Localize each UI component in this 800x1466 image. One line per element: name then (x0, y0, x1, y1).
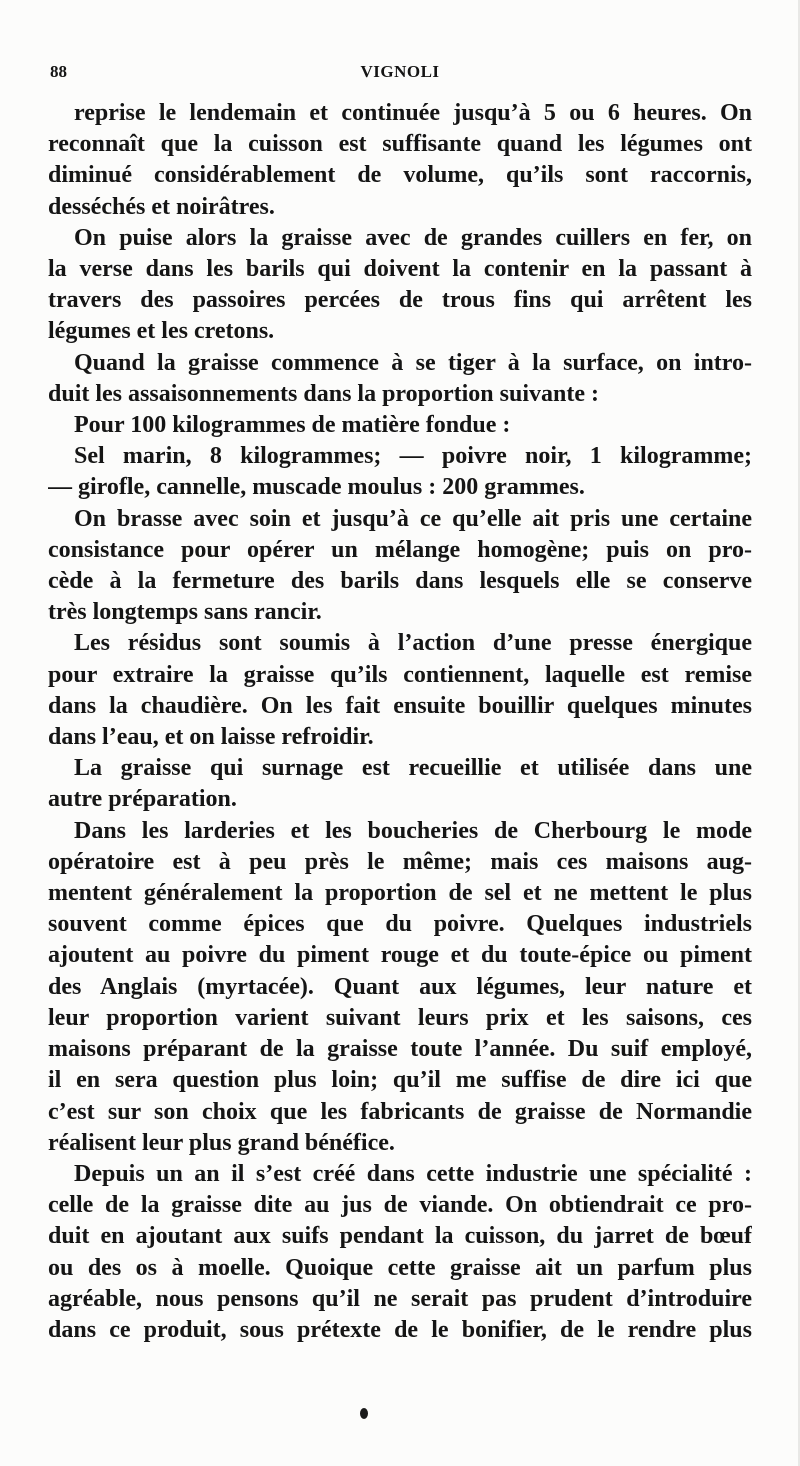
text-line: maisons préparant de la graisse toute l’année. Du suif employé, (48, 1036, 752, 1063)
text-line: leur proportion varient suivant leurs prix et les saisons, ces (48, 1004, 752, 1031)
text-line: Dans les larderies et les boucheries de Cherbourg le mode (74, 817, 752, 844)
text-line: mentent généralement la proportion de sel et ne mettent le plus (48, 880, 752, 907)
text-line: — girofle, cannelle, muscade moulus : 200 grammes. (48, 474, 585, 501)
text-line: dans ce produit, sous prétexte de le bonifier, de le rendre plus (48, 1316, 752, 1343)
text-line: consistance pour opérer un mélange homogène; puis on pro- (48, 536, 752, 563)
running-title: VIGNOLI (360, 62, 440, 81)
paragraph (48, 753, 752, 815)
text-line: duit en ajoutant aux suifs pendant la cuisson, du jarret de bœuf (48, 1223, 752, 1250)
text-line: réalisent leur plus grand bénéfice. (48, 1129, 395, 1156)
text-line: c’est sur son choix que les fabricants de graisse de Normandie (48, 1098, 752, 1125)
text-line: des Anglais (myrtacée). Quant aux légumes, leur nature et (48, 973, 752, 1000)
paragraph (48, 1159, 752, 1346)
page-number: 88 (50, 62, 67, 81)
text-line: La graisse qui surnage est recueillie et utilisée dans une (74, 755, 752, 782)
paragraph (48, 816, 752, 1159)
text-line: travers des passoires percées de trous fins qui arrêtent les (48, 287, 752, 314)
paragraph (48, 223, 752, 348)
text-line: dans la chaudière. On les fait ensuite bouillir quelques minutes (48, 692, 752, 719)
text-line: On puise alors la graisse avec de grandes cuillers en fer, on (74, 224, 752, 251)
text-line: diminué considérablement de volume, qu’ils sont raccornis, (48, 162, 752, 189)
text-line: cède à la fermeture des barils dans lesquels elle se conserve (48, 568, 752, 595)
text-line: reprise le lendemain et continuée jusqu’à 5 ou 6 heures. On (74, 100, 752, 126)
text-line: souvent comme épices que du poivre. Quelques industriels (48, 911, 752, 938)
text-line: pour extraire la graisse qu’ils contiennent, laquelle est remise (48, 661, 752, 688)
text-line: très longtemps sans rancir. (48, 599, 322, 626)
running-head (50, 62, 750, 86)
body-text (48, 98, 752, 1346)
text-line: Depuis un an il s’est créé dans cette industrie une spécialité : (74, 1160, 752, 1187)
ink-blot-mark (360, 1408, 368, 1419)
text-line: desséchés et noirâtres. (48, 193, 275, 220)
text-line: Pour 100 kilogrammes de matière fondue : (74, 412, 511, 439)
text-line: dans l’eau, et on laisse refroidir. (48, 724, 374, 751)
text-line: légumes et les cretons. (48, 318, 275, 345)
text-line: opératoire est à peu près le même; mais ces maisons aug- (48, 848, 752, 875)
text-line: il en sera question plus loin; qu’il me suffise de dire ici que (48, 1067, 752, 1094)
paragraph (48, 98, 752, 223)
paragraph (48, 504, 752, 629)
text-line: Sel marin, 8 kilogrammes; — poivre noir, 1 kilogramme; (74, 443, 752, 470)
text-line: celle de la graisse dite au jus de viande. On obtiendrait ce pro- (48, 1192, 752, 1219)
text-line: agréable, nous pensons qu’il ne serait pas prudent d’introduire (48, 1285, 752, 1312)
text-line: la verse dans les barils qui doivent la contenir en la passant à (48, 256, 752, 283)
paragraph (48, 628, 752, 753)
text-line: Les résidus sont soumis à l’action d’une presse énergique (74, 630, 752, 657)
text-line: ajoutent au poivre du piment rouge et du toute-épice ou piment (48, 942, 752, 969)
paragraph (48, 348, 752, 410)
text-line: reconnaît que la cuisson est suffisante quand les légumes ont (48, 131, 752, 158)
text-line: autre préparation. (48, 786, 237, 813)
text-line: Quand la graisse commence à se tiger à la surface, on intro- (74, 349, 752, 376)
text-line: ou des os à moelle. Quoique cette graisse ait un parfum plus (48, 1254, 752, 1281)
paragraph (48, 441, 752, 503)
text-line: On brasse avec soin et jusqu’à ce qu’elle ait pris une certaine (74, 505, 752, 532)
text-line: duit les assaisonnements dans la proportion suivante : (48, 380, 599, 407)
paragraph (48, 410, 752, 441)
